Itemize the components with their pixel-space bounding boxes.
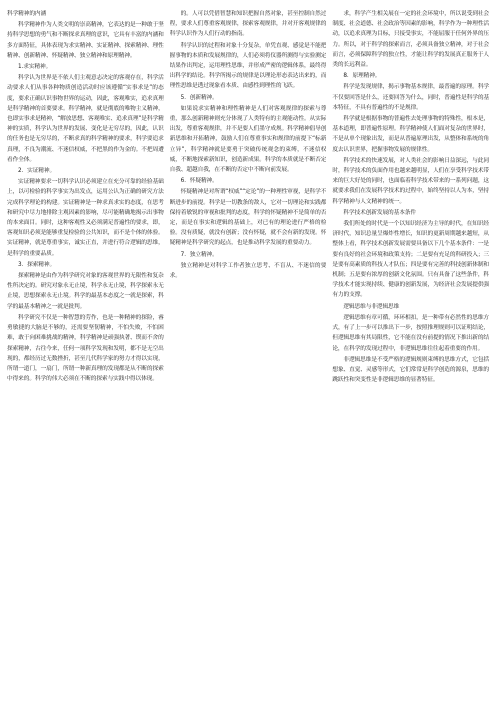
text-column-middle xyxy=(170,9,327,699)
paragraph: 科学是发现规律，揭示事物基本规律，最普遍的原理。科学不仅要回答是什么，还要回答为什么，同时，普遍性是科学的基本特征，不具有普遍性的不是规律。 xyxy=(332,84,490,111)
paragraph: 科学认识的过程和对象十分复杂，单凭直观、感觉是不能把握事物的本质和发展规律的，人们必须将仪器所测得与实验测定结果作出判定，运用理性思维，并形成严密的逻辑体系，最终得出科学的结论。科学所揭示的规律是以理论形态表达出来的，而理性思维是透过现象看本质、由感性到理性的飞跃。 xyxy=(169,42,327,90)
section-heading: 2．实证精神。 xyxy=(18,168,56,175)
section-heading: 6．怀疑精神。 xyxy=(180,178,218,185)
text-column-right xyxy=(332,9,489,699)
paragraph: 科学认为世界是不依人们主观意志决定的客观存在，科学活动要求人们从事各种物质创造活动时应该遵循“实事求是”的态度，要求正确认识事物世界的运动，因此，客观唯实，追求真理是科学精神的首要要求。科学精神，就是彻底的唯物主义精神，也即实事求是精神，“解放思想、客观唯实、追求真理”是科学精神的实质，科学认为世界的发展、变化是无穷尽的，因此，认识的任务也是无穷尽的，不断求真的科学精神的要求，科学要追求真理，不良为潮流、不迷信权威，不把黑的作为金的。不把周遭看作全体。 xyxy=(7,75,164,163)
paragraph: 科学研究不仅是一种智慧的劳作，也是一种精神的探险，睿勇敏捷的大脑是不够的，还需要坚韧精神，不怕失败，不怕困难，敢于向困难挑战的精神，科学精神是顽强执著、锲而不舍的探索精神，古往今来，任何一项科学发现和发明，都不是无空出现的，都经历过无数挫折，甚至几代科学家的努力才得以实现，所谓一道门，一扇门，所谓一种新真理的发现都是从不断的探索中得来的。科学的伟大必须在不断的探索与实践中得以体现。 xyxy=(7,314,164,383)
section-heading: 3．探索精神。 xyxy=(18,261,56,268)
section-heading: 5．创新精神。 xyxy=(180,94,218,101)
document-title: 科学精神的内涵 xyxy=(7,11,47,17)
section-heading: 科学技术创新发展的基本条件 xyxy=(343,209,416,216)
section-heading: 逻辑思维与非逻辑思维 xyxy=(343,303,400,310)
paragraph: 实证精神要求一切科学认识必须建立在充分可靠的经验基础上，以可检验的科学事实为出发点，运用公认为正确的研究方法完成科学理论的构建。实证精神是一种求真求实的态度，在思考和研究中尽力地排除主观因素的影响，尽可能精确地揭示出事物的本来面目。同时，这种客观性又必须满足普遍性的要求，即，客观知识必须是能够重复检验的公共知识，而不是个体的体验。实证精神，就是尊重事实，诚实正直，并进行符合逻辑的思维，是科学的重要品质。 xyxy=(7,179,164,257)
paragraph: 怀疑精神是对所谓“权威”“定论”的一种理性审视，是科学不断进步的前提。科学是一切教条的敌人，它对一切理论和实践都保持着敏锐的审视和批判的态度，科学的怀疑精神不是简单的否定，而是在事实和逻辑的基础上，对已有的理论进行严格的检验。没有质疑，就没有创新；没有怀疑，就不会有新的发现。怀疑精神是科学研究的起点，也是推动科学发展的重要动力。 xyxy=(169,189,327,247)
text-column-left xyxy=(7,9,164,699)
section-heading: 7．独立精神。 xyxy=(180,251,218,258)
paragraph: 非逻辑思维是不受严格的逻辑规则束缚的思维方式，它包括想象、直觉、灵感等形式，它们常常是科学创造的源泉，思维的跳跃性和突变性是非逻辑思维的显著特征。 xyxy=(332,356,490,384)
paragraph: 探索精神是由作为科学研究对象的客观世界的无限性和复杂性所决定的。研究对象永无止境，科学永无止境，科学探索永无止境，思想探索永无止境。科学的最基本态度之一就是探索，科学的最基本精神之一就是批判。 xyxy=(7,273,164,310)
paragraph: 逻辑思维有章可循，环环相扣，是一种带有必然性的思维方式，有了上一步可以推出下一步，按照推理规则可以证明结论，但逻辑思维有其局限性，它不能在没有前提的情况下推出新的结论，在科学的发现过程中，非逻辑思维往往起着重要的作用。 xyxy=(332,314,490,352)
paragraph: 我们所处的时代是一个以知识经济为主导的时代，在知识经济时代，知识总量呈爆炸性增长，知识的更新周期越来越短，从整体上看，科学技术创新发展需要具备以下几个基本条件：一是要有良好的社会环境和政策支持；二是要有充足的科研投入；三是要有高素质的科技人才队伍；四是要有完善的科技创新体制和机制；五是要有浓厚的创新文化氛围。只有具备了这些条件，科学技术才能实现持续、健康的创新发展，为经济社会发展提供强有力的支撑。 xyxy=(332,221,490,299)
paragraph: 科学精神作为人类文明的崇高精神，它表达的是一种敢于坚持科学思想的勇气和不断探求真理的意识，它具有丰富的内涵和多方面特征，具体表现为求实精神、实证精神、探索精神、理性精神、创新精神、怀疑精神、独立精神和原理精神。 xyxy=(7,22,164,59)
section-heading: 8．原理精神。 xyxy=(343,73,381,80)
section-heading: 1.求实精神。 xyxy=(18,64,52,71)
paragraph: 如果说求实精神和理性精神是人们对客观规律的探索与尊重，那么创新精神则充分体现了人类特有的主观能动性。从实际出发，尊重客观规律，并不是要人们墨守成规。科学精神倡导创新思维和开拓精神，鼓励人们在尊重事实和规律的前提下“标新立异”，科学精神就是要勇于突破传统观念的束缚，不迷信权威，不断地探索新知识，创造新成果。科学的本质就是不断否定自我、超越自我，在不断的否定中不断向前发展。 xyxy=(169,105,327,174)
paragraph: 求，科学产生相关展在一定的社会环境中，所以说受到社会制度、社会道德、社会政治等因素的影响，科学作为一种理性活动，以追求真理为目标，只接受事实，不能屈服于任何外界的压力。所以，对于科学的探索而言，必须具备独立精神，对于社会而言，必须保障科学的独立性，才能让科学的发展真正服务于人类的长远利益。 xyxy=(332,11,490,69)
paragraph: 科学技术的快速发展，对人类社会的影响日益深远，与此同时，科学技术的负面作用也越来越明显，人们在享受科学技术带来的巨大好处的同时，也面临着科学技术带来的一系列问题，这就要求我们在发展科学技术的过程中，始终坚持以人为本，坚持科学精神与人文精神的统一。 xyxy=(332,157,490,205)
paragraph: 的。人可以凭借智慧和知识把握自然对象，甚至控制自然过程，要求人们尊重客观规律，探索客观规律，并对开客观规律的科学认识作为人们行动的指南。 xyxy=(169,11,327,38)
paragraph: 科学就是根据事物的普遍性去处理事物的特殊性，根本是，基本道理，即普遍性原理。科学精神使人们面对复杂的世界时，不是从单个现象出发，而是从普遍原理出发，从整体和系统的角度去认识世界，把握事物发展的规律性。 xyxy=(332,116,490,153)
paragraph: 独立精神是对科学工作者独立思考、不盲从、不迷信的要求。 xyxy=(169,262,327,280)
